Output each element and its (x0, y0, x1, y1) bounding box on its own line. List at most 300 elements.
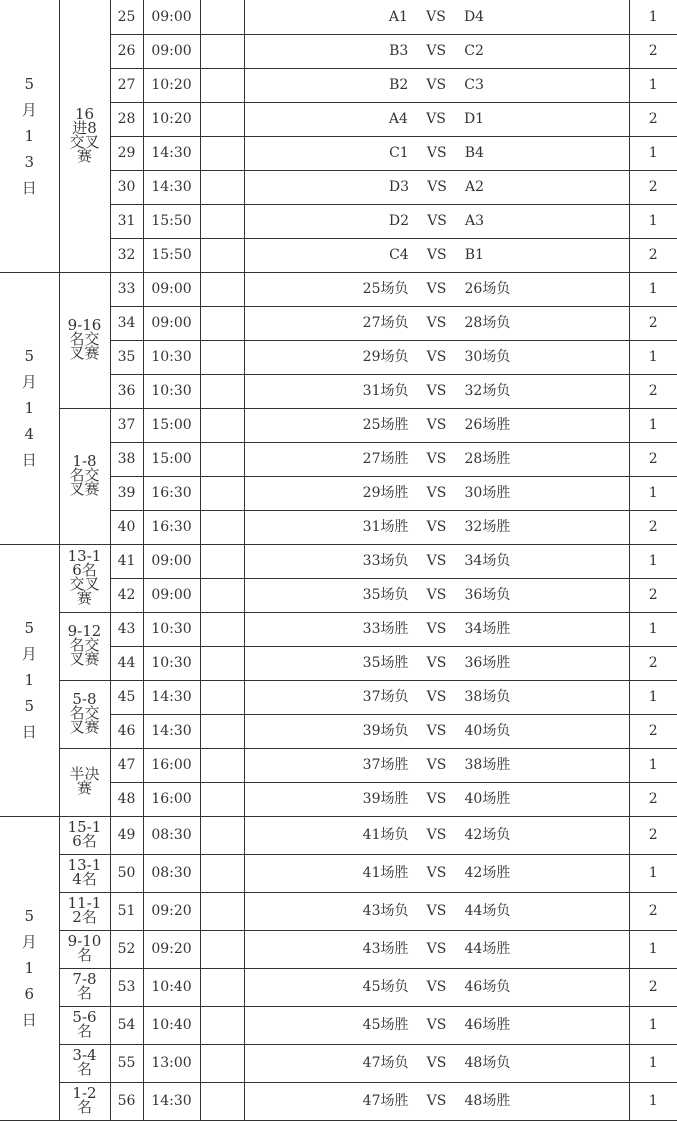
team-a: 33场胜 (362, 621, 409, 637)
blank-cell (200, 646, 244, 680)
team-a: 25场负 (362, 281, 409, 297)
vs-label: VS (426, 485, 447, 501)
match-time: 10:20 (143, 68, 200, 102)
court-number: 2 (629, 816, 677, 854)
blank-cell (200, 68, 244, 102)
court-number: 2 (629, 442, 677, 476)
vs-label: VS (426, 1055, 447, 1071)
blank-cell (200, 816, 244, 854)
vs-label: VS (426, 553, 447, 569)
blank-cell (200, 892, 244, 930)
match-number: 43 (110, 612, 143, 646)
vs-label: VS (426, 903, 447, 919)
blank-cell (200, 374, 244, 408)
blank-cell (200, 612, 244, 646)
vs-label: VS (427, 213, 447, 229)
team-a: 33场负 (362, 553, 409, 569)
match-time: 10:30 (143, 646, 200, 680)
match-number: 48 (110, 782, 143, 816)
team-b: 34场负 (464, 553, 511, 569)
matchup-cell (244, 272, 629, 306)
matchup-cell (244, 68, 629, 102)
match-number: 29 (110, 136, 143, 170)
vs-label: VS (426, 77, 447, 93)
stage-cell (59, 748, 110, 816)
stage-cell (59, 0, 110, 272)
match-row (0, 854, 677, 892)
matchup-cell (244, 374, 629, 408)
team-a: 41场胜 (362, 865, 409, 881)
matchup-cell (244, 612, 629, 646)
court-number: 1 (629, 1006, 677, 1044)
team-a: C4 (389, 247, 409, 263)
vs-label: VS (426, 655, 447, 671)
vs-label: VS (426, 865, 447, 881)
vs-label: VS (426, 1093, 447, 1109)
team-b: 36场胜 (464, 655, 511, 671)
blank-cell (200, 748, 244, 782)
team-b: 46场负 (464, 979, 511, 995)
court-number: 2 (629, 578, 677, 612)
team-a: 45场胜 (362, 1017, 409, 1033)
team-a: 39场负 (362, 723, 409, 739)
match-number: 52 (110, 930, 143, 968)
matchup-cell (244, 238, 629, 272)
blank-cell (200, 1082, 244, 1120)
blank-cell (200, 272, 244, 306)
team-a: 37场负 (362, 689, 409, 705)
team-a: B2 (389, 77, 409, 93)
vs-label: VS (426, 723, 447, 739)
team-a: 29场胜 (362, 485, 409, 501)
team-a: 47场负 (362, 1055, 409, 1071)
matchup-cell (244, 1006, 629, 1044)
team-b: 44场胜 (464, 941, 511, 957)
team-b: C2 (464, 43, 484, 59)
team-b: 44场负 (464, 903, 511, 919)
match-number: 25 (110, 0, 143, 34)
match-time: 09:00 (143, 272, 200, 306)
match-number: 40 (110, 510, 143, 544)
blank-cell (200, 306, 244, 340)
team-a: 31场负 (362, 383, 409, 399)
blank-cell (200, 408, 244, 442)
match-time: 10:40 (143, 1006, 200, 1044)
team-a: 37场胜 (362, 757, 409, 773)
court-number: 2 (629, 102, 677, 136)
match-time: 09:00 (143, 0, 200, 34)
match-number: 26 (110, 34, 143, 68)
match-time: 16:00 (143, 782, 200, 816)
blank-cell (200, 680, 244, 714)
vs-label: VS (426, 587, 447, 603)
matchup-cell (244, 442, 629, 476)
stage-label: 13-16名交叉赛 (67, 547, 102, 607)
court-number: 1 (629, 748, 677, 782)
court-number: 2 (629, 34, 677, 68)
match-number: 34 (110, 306, 143, 340)
match-time: 16:00 (143, 748, 200, 782)
vs-label: VS (426, 827, 447, 843)
stage-label: 7-8名 (72, 970, 97, 1002)
team-b: 28场胜 (464, 451, 511, 467)
court-number: 1 (629, 680, 677, 714)
team-a: 35场胜 (362, 655, 409, 671)
court-number: 1 (629, 340, 677, 374)
stage-label: 3-4名 (72, 1046, 97, 1078)
blank-cell (200, 170, 244, 204)
blank-cell (200, 510, 244, 544)
match-number: 51 (110, 892, 143, 930)
team-b: 30场负 (464, 349, 511, 365)
vs-label: VS (426, 979, 447, 995)
vs-label: VS (426, 757, 447, 773)
team-b: 48场胜 (464, 1093, 511, 1109)
vs-label: VS (426, 349, 447, 365)
match-number: 36 (110, 374, 143, 408)
date-cell (0, 272, 59, 544)
court-number: 1 (629, 930, 677, 968)
match-number: 27 (110, 68, 143, 102)
matchup-cell (244, 816, 629, 854)
team-a: 27场负 (362, 315, 409, 331)
matchup-cell (244, 578, 629, 612)
vs-label: VS (426, 1017, 447, 1033)
blank-cell (200, 714, 244, 748)
team-a: 41场负 (362, 827, 409, 843)
matchup-cell (244, 544, 629, 578)
match-number: 30 (110, 170, 143, 204)
court-number: 2 (629, 968, 677, 1006)
match-time: 09:00 (143, 544, 200, 578)
match-row (0, 0, 677, 34)
team-b: 38场胜 (464, 757, 511, 773)
match-number: 41 (110, 544, 143, 578)
team-b: 28场负 (464, 315, 511, 331)
match-row (0, 816, 677, 854)
stage-label: 13-14名 (67, 856, 102, 888)
blank-cell (200, 204, 244, 238)
team-b: 46场胜 (464, 1017, 511, 1033)
blank-cell (200, 34, 244, 68)
stage-label: 11-12名 (67, 894, 102, 926)
court-number: 1 (629, 1044, 677, 1082)
match-time: 09:00 (143, 578, 200, 612)
matchup-cell (244, 34, 629, 68)
stage-label: 9-12名交叉赛 (67, 622, 102, 668)
match-time: 14:30 (143, 136, 200, 170)
team-b: A2 (465, 179, 485, 195)
match-time: 10:30 (143, 340, 200, 374)
team-b: 38场负 (464, 689, 511, 705)
stage-cell (59, 1082, 110, 1120)
match-number: 46 (110, 714, 143, 748)
stage-cell (59, 408, 110, 544)
court-number: 2 (629, 170, 677, 204)
team-a: 43场负 (362, 903, 409, 919)
match-time: 10:20 (143, 102, 200, 136)
match-time: 09:20 (143, 892, 200, 930)
match-row (0, 544, 677, 578)
team-a: 27场胜 (362, 451, 409, 467)
match-row (0, 680, 677, 714)
vs-label: VS (426, 383, 447, 399)
match-number: 35 (110, 340, 143, 374)
date-cell (0, 0, 59, 272)
vs-label: VS (426, 281, 447, 297)
matchup-cell (244, 510, 629, 544)
team-b: 40场胜 (464, 791, 511, 807)
team-b: 30场胜 (464, 485, 511, 501)
stage-cell (59, 816, 110, 854)
team-a: 25场胜 (362, 417, 409, 433)
stage-cell (59, 930, 110, 968)
date-cell (0, 544, 59, 816)
match-number: 53 (110, 968, 143, 1006)
matchup-cell (244, 340, 629, 374)
stage-label: 16进8交叉赛 (69, 104, 100, 165)
team-b: 26场胜 (464, 417, 511, 433)
match-time: 09:00 (143, 34, 200, 68)
match-row (0, 1044, 677, 1082)
vs-label: VS (427, 179, 447, 195)
team-b: B4 (464, 145, 484, 161)
team-b: 48场负 (464, 1055, 511, 1071)
blank-cell (200, 238, 244, 272)
date-label: 5月14日 (21, 347, 37, 469)
vs-label: VS (426, 791, 447, 807)
stage-label: 1-8名交叉赛 (69, 452, 100, 498)
match-time: 16:30 (143, 510, 200, 544)
stage-cell (59, 892, 110, 930)
court-number: 1 (629, 544, 677, 578)
match-time: 09:00 (143, 306, 200, 340)
matchup-cell (244, 930, 629, 968)
matchup-cell (244, 646, 629, 680)
court-number: 2 (629, 374, 677, 408)
match-row (0, 272, 677, 306)
date-label: 5月15日 (21, 619, 37, 741)
stage-cell (59, 544, 110, 612)
matchup-cell (244, 748, 629, 782)
vs-label: VS (426, 247, 447, 263)
matchup-cell (244, 680, 629, 714)
court-number: 1 (648, 8, 658, 25)
blank-cell (200, 102, 244, 136)
stage-cell (59, 272, 110, 408)
matchup-cell (244, 408, 629, 442)
matchup-cell (244, 854, 629, 892)
match-number: 55 (110, 1044, 143, 1082)
match-row (0, 612, 677, 646)
court-number: 1 (629, 272, 677, 306)
team-b: 32场负 (464, 383, 511, 399)
court-number: 2 (629, 306, 677, 340)
team-a: 47场胜 (362, 1093, 409, 1109)
court-number: 1 (629, 68, 677, 102)
match-row (0, 1006, 677, 1044)
match-row (0, 408, 677, 442)
match-number: 31 (110, 204, 143, 238)
vs-label: VS (426, 8, 446, 25)
court-number: 2 (629, 238, 677, 272)
blank-cell (200, 476, 244, 510)
stage-cell (59, 612, 110, 680)
team-a: D3 (388, 179, 410, 195)
match-time: 16:30 (143, 476, 200, 510)
team-b: 42场负 (464, 827, 511, 843)
match-number: 45 (110, 680, 143, 714)
stage-label: 半决赛 (69, 765, 100, 797)
blank-cell (200, 442, 244, 476)
match-number: 33 (110, 272, 143, 306)
court-number: 2 (629, 892, 677, 930)
match-time: 10:30 (143, 374, 200, 408)
team-b: 32场胜 (464, 519, 511, 535)
match-number: 42 (110, 578, 143, 612)
matchup-cell (244, 0, 629, 34)
match-number: 39 (110, 476, 143, 510)
blank-cell (200, 0, 244, 34)
matchup-cell (244, 892, 629, 930)
match-number: 44 (110, 646, 143, 680)
matchup-cell (244, 204, 629, 238)
stage-cell (59, 680, 110, 748)
team-b: B1 (464, 247, 484, 263)
team-a: 35场负 (362, 587, 409, 603)
match-number: 54 (110, 1006, 143, 1044)
team-a: B3 (389, 43, 409, 59)
team-b: A3 (465, 213, 485, 229)
match-time: 15:00 (143, 442, 200, 476)
match-time: 15:50 (143, 238, 200, 272)
court-number: 2 (629, 510, 677, 544)
blank-cell (200, 854, 244, 892)
match-number: 50 (110, 854, 143, 892)
match-time: 15:50 (143, 204, 200, 238)
match-number: 38 (110, 442, 143, 476)
court-number: 2 (629, 646, 677, 680)
match-time: 09:20 (143, 930, 200, 968)
blank-cell (200, 1006, 244, 1044)
stage-cell (59, 1006, 110, 1044)
blank-cell (200, 968, 244, 1006)
team-b: C3 (464, 77, 484, 93)
court-number: 1 (629, 612, 677, 646)
stage-cell (59, 968, 110, 1006)
matchup-cell (244, 782, 629, 816)
match-time: 13:00 (143, 1044, 200, 1082)
match-time: 14:30 (143, 1082, 200, 1120)
blank-cell (200, 544, 244, 578)
stage-label: 15-16名 (67, 818, 102, 850)
vs-label: VS (426, 451, 447, 467)
match-number: 37 (110, 408, 143, 442)
vs-label: VS (426, 315, 447, 331)
match-time: 14:30 (143, 170, 200, 204)
blank-cell (200, 578, 244, 612)
vs-label: VS (426, 621, 447, 637)
match-number: 56 (110, 1082, 143, 1120)
matchup-cell (244, 170, 629, 204)
blank-cell (200, 340, 244, 374)
match-row (0, 748, 677, 782)
team-b: 36场负 (464, 587, 511, 603)
team-a: 43场胜 (362, 941, 409, 957)
court-number: 1 (629, 476, 677, 510)
matchup-cell (244, 968, 629, 1006)
court-number: 2 (629, 714, 677, 748)
stage-label: 5-6名 (72, 1008, 97, 1040)
team-a: A4 (388, 111, 408, 127)
matchup-cell (244, 714, 629, 748)
team-a: 31场胜 (362, 519, 409, 535)
matchup-cell (244, 476, 629, 510)
blank-cell (200, 136, 244, 170)
match-time: 10:30 (143, 612, 200, 646)
court-number: 1 (629, 136, 677, 170)
blank-cell (200, 930, 244, 968)
team-b: 42场胜 (464, 865, 511, 881)
stage-label: 9-10名 (67, 932, 102, 964)
team-a: D2 (388, 213, 410, 229)
match-time: 15:00 (143, 408, 200, 442)
vs-label: VS (426, 43, 447, 59)
court-number: 1 (629, 408, 677, 442)
match-number: 49 (110, 816, 143, 854)
match-number: 32 (110, 238, 143, 272)
matchup-cell (244, 102, 629, 136)
team-a: A1 (388, 8, 408, 25)
stage-label: 9-16名交叉赛 (67, 316, 102, 362)
matchup-cell (244, 306, 629, 340)
match-time: 14:30 (143, 680, 200, 714)
court-number: 2 (629, 782, 677, 816)
date-cell (0, 816, 59, 1120)
team-a: C1 (389, 145, 409, 161)
team-a: 39场胜 (362, 791, 409, 807)
stage-cell (59, 854, 110, 892)
match-row (0, 968, 677, 1006)
team-b: 34场胜 (464, 621, 511, 637)
team-b: D4 (463, 8, 485, 25)
stage-label: 1-2名 (72, 1084, 97, 1116)
match-time: 08:30 (143, 854, 200, 892)
match-row (0, 892, 677, 930)
match-row (0, 930, 677, 968)
match-row (0, 1082, 677, 1120)
matchup-cell (244, 1044, 629, 1082)
stage-label: 5-8名交叉赛 (69, 690, 100, 736)
court-number: 1 (629, 1082, 677, 1120)
match-number: 28 (110, 102, 143, 136)
match-time: 10:40 (143, 968, 200, 1006)
match-time: 14:30 (143, 714, 200, 748)
court-number: 1 (629, 854, 677, 892)
vs-label: VS (426, 417, 447, 433)
vs-label: VS (426, 145, 447, 161)
team-a: 45场负 (362, 979, 409, 995)
team-b: 26场负 (464, 281, 511, 297)
matchup-cell (244, 136, 629, 170)
blank-cell (200, 1044, 244, 1082)
date-label: 5月13日 (21, 74, 37, 197)
match-time: 08:30 (143, 816, 200, 854)
team-b: D1 (463, 111, 485, 127)
date-label: 5月16日 (21, 907, 37, 1029)
blank-cell (200, 782, 244, 816)
stage-cell (59, 1044, 110, 1082)
